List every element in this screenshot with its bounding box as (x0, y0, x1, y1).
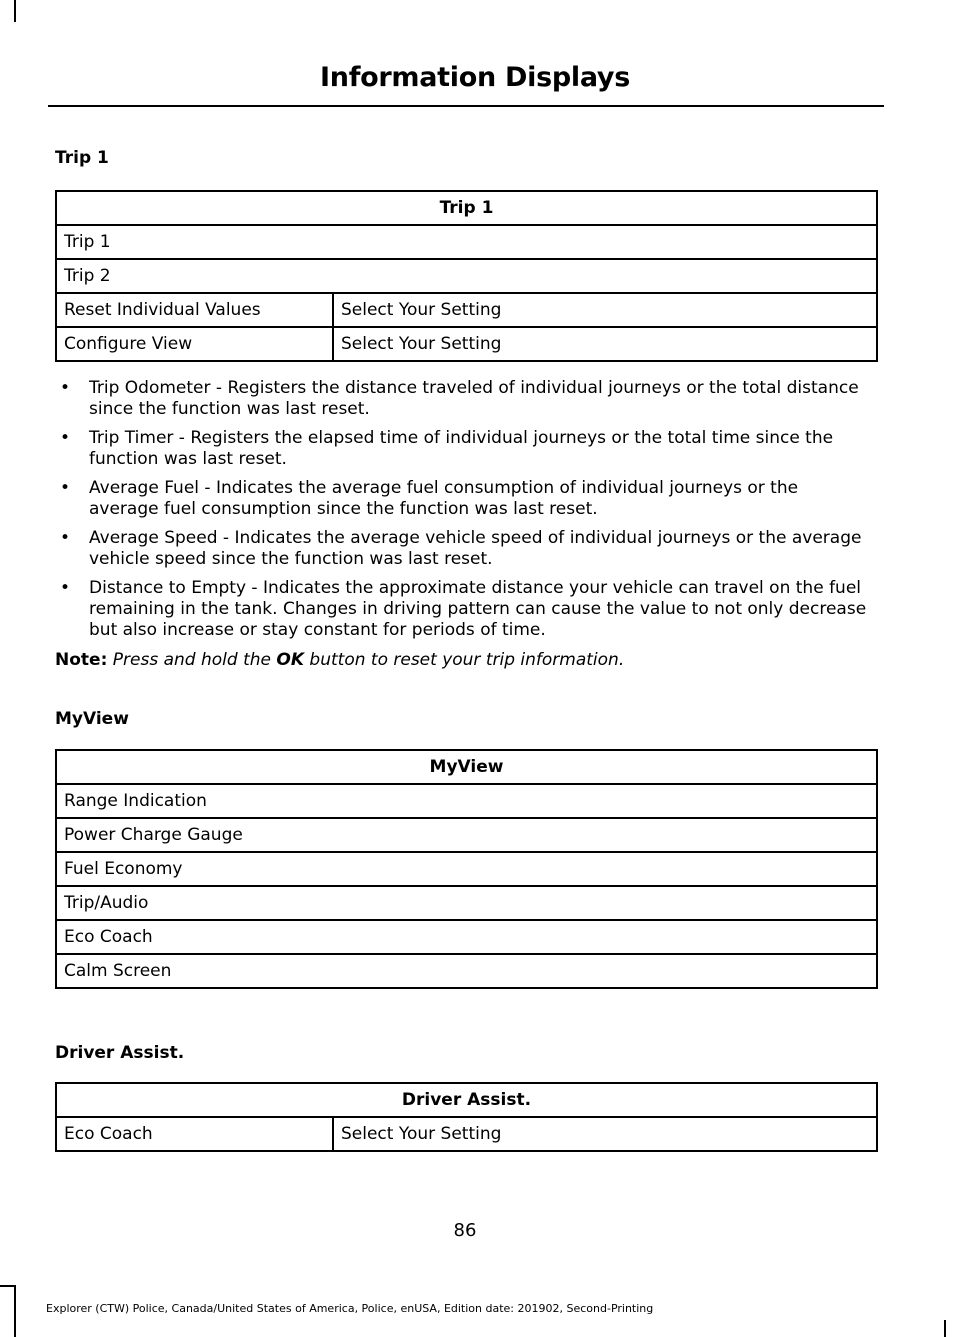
table-cell-value: Select Your Setting (333, 1117, 877, 1151)
table-cell-option: Configure View (56, 327, 333, 361)
table-row: Calm Screen (56, 954, 877, 988)
bullet-icon: • (59, 378, 71, 398)
trip1-table-title: Trip 1 (56, 191, 877, 225)
table-cell-option: Reset Individual Values (56, 293, 333, 327)
driver-assist-table-title: Driver Assist. (56, 1083, 877, 1117)
note (55, 650, 624, 670)
crop-mark-bottom-left (14, 1285, 16, 1337)
table-cell-value: Select Your Setting (333, 293, 877, 327)
table-row: Fuel Economy (56, 852, 877, 886)
myview-table-title: MyView (56, 750, 877, 784)
crop-mark-top-left (14, 0, 16, 22)
bullet-icon: • (59, 528, 71, 548)
list-item (55, 378, 870, 420)
table-row: Trip 2 (56, 259, 877, 293)
driver-assist-table (55, 1082, 878, 1152)
trip1-table (55, 190, 878, 362)
table-cell-value: Select Your Setting (333, 327, 877, 361)
note-label: Note: (55, 650, 108, 670)
list-item-text: Trip Timer - Registers the elapsed time of individual journeys or the total time since the function was last reset. (89, 428, 834, 469)
bullet-icon: • (59, 478, 71, 498)
trip-info-bullet-list (55, 378, 870, 649)
myview-table (55, 749, 878, 989)
list-item-text: Trip Odometer - Registers the distance traveled of individual journeys or the total distance since the function was last reset. (89, 378, 859, 419)
list-item-text: Distance to Empty - Indicates the approximate distance your vehicle can travel on the fuel remaining in the tank. Changes in driving pattern can cause the value to not only decrease but also increase or stay constant for periods of time. (89, 578, 867, 640)
list-item (55, 528, 870, 570)
footer-edition-info: Explorer (CTW) Police, Canada/United States of America, Police, enUSA, Edition date: 201902, Second-Printing (46, 1302, 654, 1315)
driver-assist-heading: Driver Assist. (55, 1043, 185, 1063)
note-keyword: OK (276, 650, 305, 670)
page-header-title: Information Displays (320, 62, 630, 93)
trip1-heading: Trip 1 (55, 148, 109, 168)
bullet-icon: • (59, 578, 71, 598)
note-text-start: Press and hold the (112, 650, 271, 670)
list-item (55, 478, 870, 520)
table-row: Range Indication (56, 784, 877, 818)
list-item-text: Average Speed - Indicates the average vehicle speed of individual journeys or the average vehicle speed since the function was last reset. (89, 528, 862, 569)
table-row: Trip 1 (56, 225, 877, 259)
table-row: Power Charge Gauge (56, 818, 877, 852)
list-item-text: Average Fuel - Indicates the average fuel consumption of individual journeys or the average fuel consumption since the function was last reset. (89, 478, 799, 519)
list-item (55, 428, 870, 470)
note-text-end: button to reset your trip information. (309, 650, 625, 670)
table-cell-option: Eco Coach (56, 1117, 333, 1151)
crop-mark-bottom-right (944, 1320, 946, 1337)
bullet-icon: • (59, 428, 71, 448)
list-item (55, 578, 870, 641)
myview-heading: MyView (55, 709, 129, 729)
crop-mark-bottom-left-h (0, 1285, 16, 1287)
table-row: Trip/Audio (56, 886, 877, 920)
table-row: Eco Coach (56, 920, 877, 954)
page-number: 86 (453, 1220, 477, 1241)
header-divider (48, 105, 884, 107)
